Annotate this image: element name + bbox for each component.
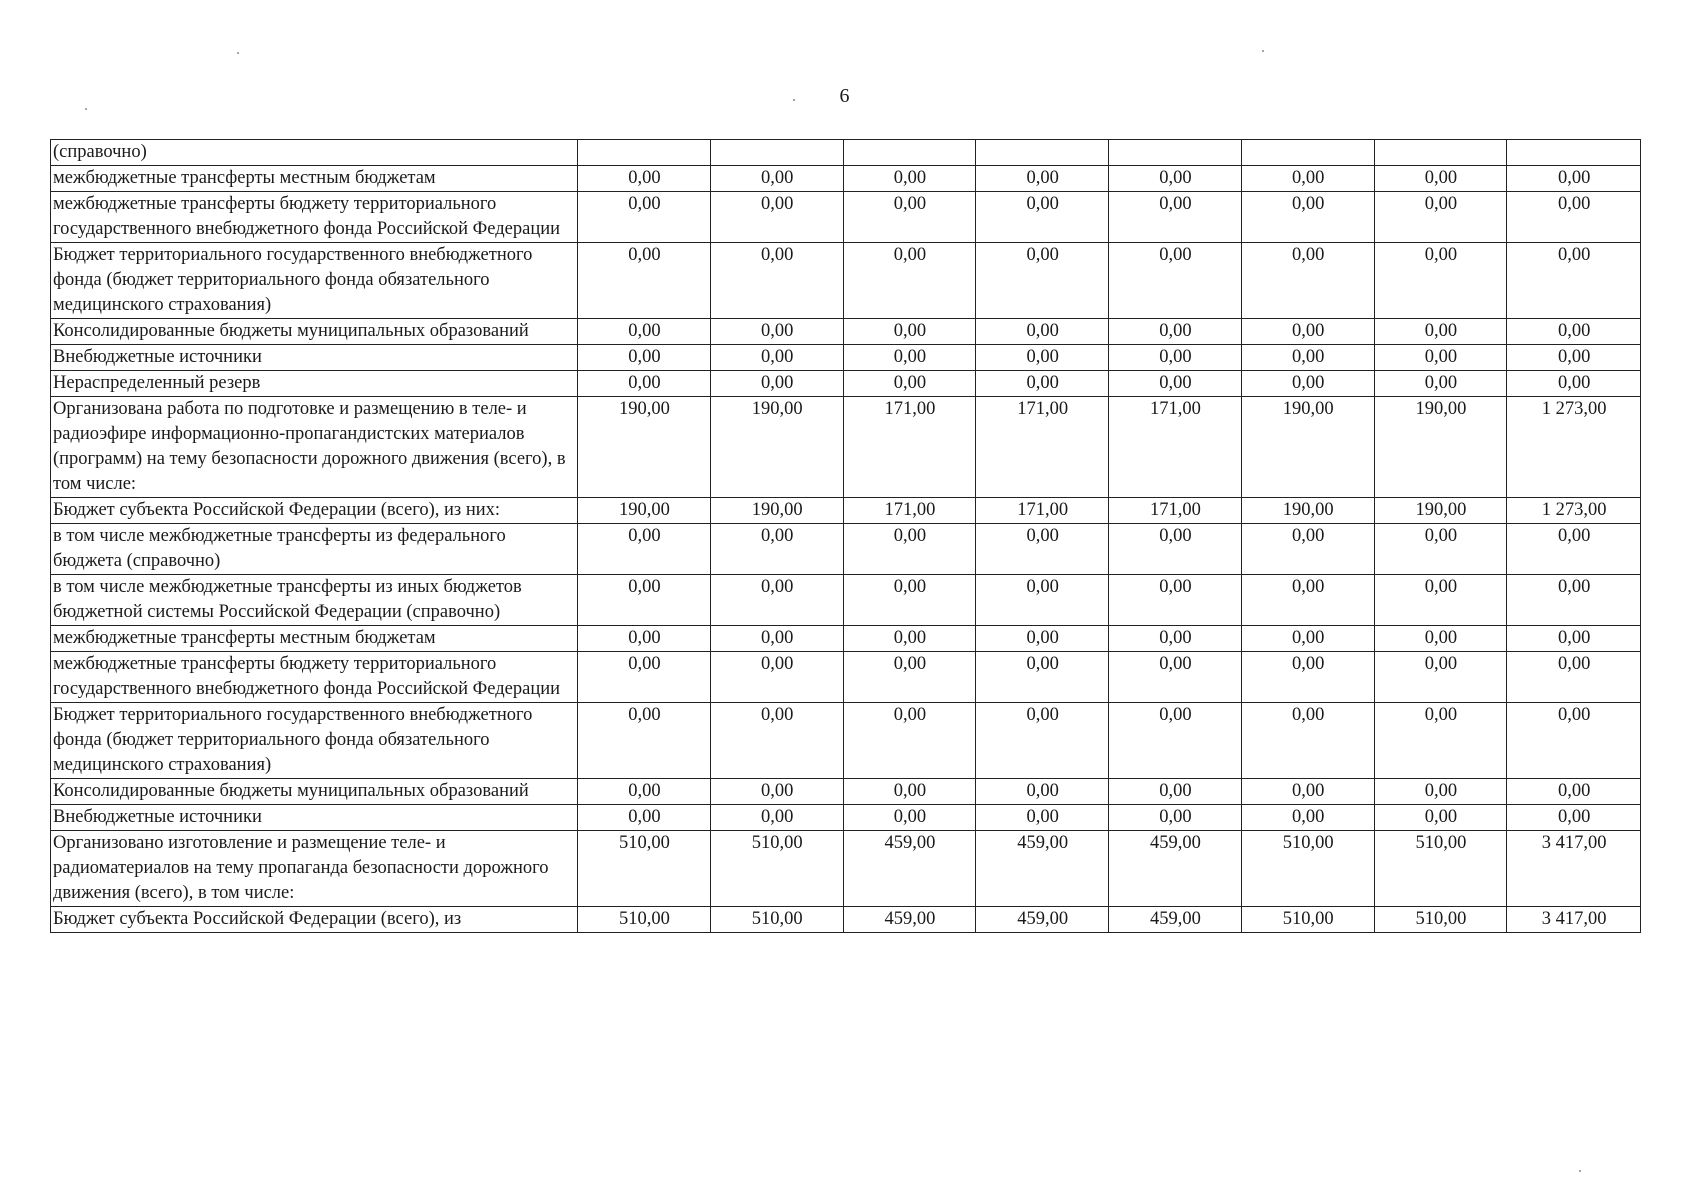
value-cell: 0,00	[1507, 371, 1641, 397]
value-cell: 0,00	[1374, 575, 1507, 626]
value-cell: 0,00	[1374, 345, 1507, 371]
value-cell	[843, 140, 976, 166]
value-cell: 0,00	[1241, 345, 1374, 371]
value-cell: 0,00	[578, 626, 711, 652]
value-cell: 0,00	[976, 243, 1109, 319]
value-cell: 190,00	[1241, 498, 1374, 524]
value-cell: 510,00	[1374, 831, 1507, 907]
table-row	[51, 652, 1641, 703]
value-cell: 0,00	[578, 243, 711, 319]
value-cell: 0,00	[1507, 779, 1641, 805]
value-cell: 0,00	[1241, 371, 1374, 397]
value-cell: 171,00	[1109, 498, 1242, 524]
row-label: межбюджетные трансферты бюджету территориального государственного внебюджетного фонда Российской Федерации	[51, 192, 578, 243]
value-cell: 171,00	[1109, 397, 1242, 498]
value-cell: 510,00	[1241, 831, 1374, 907]
row-label: межбюджетные трансферты местным бюджетам	[51, 166, 578, 192]
value-cell: 0,00	[843, 626, 976, 652]
value-cell: 510,00	[1374, 907, 1507, 933]
value-cell: 510,00	[578, 831, 711, 907]
value-cell: 0,00	[1507, 626, 1641, 652]
value-cell: 0,00	[1374, 192, 1507, 243]
value-cell: 0,00	[1374, 779, 1507, 805]
scan-speck	[793, 99, 795, 101]
value-cell: 0,00	[843, 575, 976, 626]
row-label: в том числе межбюджетные трансферты из иных бюджетов бюджетной системы Российской Федерации (справочно)	[51, 575, 578, 626]
value-cell: 0,00	[710, 192, 843, 243]
value-cell: 459,00	[976, 831, 1109, 907]
value-cell: 510,00	[578, 907, 711, 933]
value-cell: 0,00	[1241, 575, 1374, 626]
value-cell: 3 417,00	[1507, 907, 1641, 933]
table-row	[51, 243, 1641, 319]
value-cell: 0,00	[1109, 779, 1242, 805]
value-cell: 0,00	[1241, 166, 1374, 192]
value-cell: 0,00	[1374, 652, 1507, 703]
value-cell: 459,00	[1109, 831, 1242, 907]
row-label: межбюджетные трансферты местным бюджетам	[51, 626, 578, 652]
value-cell: 0,00	[843, 371, 976, 397]
value-cell: 0,00	[1507, 524, 1641, 575]
value-cell: 1 273,00	[1507, 498, 1641, 524]
value-cell: 510,00	[1241, 907, 1374, 933]
value-cell: 171,00	[843, 397, 976, 498]
value-cell: 190,00	[578, 397, 711, 498]
value-cell: 0,00	[976, 192, 1109, 243]
value-cell: 0,00	[1241, 779, 1374, 805]
row-label: Консолидированные бюджеты муниципальных образований	[51, 779, 578, 805]
value-cell: 0,00	[578, 371, 711, 397]
table-row	[51, 140, 1641, 166]
table-row	[51, 626, 1641, 652]
value-cell: 0,00	[843, 779, 976, 805]
page-number: 6	[839, 85, 850, 107]
row-label: Бюджет субъекта Российской Федерации (всего), из них:	[51, 498, 578, 524]
row-label: Организовано изготовление и размещение теле- и радиоматериалов на тему пропаганда безопасности дорожного движения (всего), в том числе:	[51, 831, 578, 907]
value-cell: 0,00	[1374, 243, 1507, 319]
value-cell: 0,00	[843, 345, 976, 371]
value-cell: 0,00	[1241, 652, 1374, 703]
value-cell: 0,00	[1241, 243, 1374, 319]
value-cell: 0,00	[578, 319, 711, 345]
table-row	[51, 319, 1641, 345]
value-cell: 0,00	[976, 345, 1109, 371]
value-cell: 459,00	[843, 907, 976, 933]
value-cell: 0,00	[1507, 575, 1641, 626]
row-label: Бюджет субъекта Российской Федерации (всего), из	[51, 907, 578, 933]
value-cell: 0,00	[1241, 319, 1374, 345]
value-cell: 0,00	[1109, 192, 1242, 243]
value-cell: 0,00	[843, 192, 976, 243]
value-cell: 0,00	[710, 652, 843, 703]
row-label: Бюджет территориального государственного внебюджетного фонда (бюджет территориального фонда обязательного медицинского страхования)	[51, 703, 578, 779]
value-cell: 510,00	[710, 831, 843, 907]
value-cell: 1 273,00	[1507, 397, 1641, 498]
value-cell: 459,00	[843, 831, 976, 907]
value-cell: 0,00	[976, 779, 1109, 805]
row-label: Нераспределенный резерв	[51, 371, 578, 397]
value-cell: 0,00	[1109, 626, 1242, 652]
scan-speck	[237, 52, 239, 54]
value-cell: 0,00	[1507, 345, 1641, 371]
table-row	[51, 397, 1641, 498]
value-cell: 0,00	[1109, 345, 1242, 371]
value-cell: 0,00	[976, 575, 1109, 626]
value-cell: 0,00	[1507, 703, 1641, 779]
budget-table	[50, 139, 1641, 933]
value-cell: 0,00	[710, 319, 843, 345]
value-cell: 0,00	[843, 703, 976, 779]
value-cell: 0,00	[976, 703, 1109, 779]
table-row	[51, 345, 1641, 371]
value-cell: 0,00	[843, 243, 976, 319]
row-label: Консолидированные бюджеты муниципальных образований	[51, 319, 578, 345]
value-cell: 0,00	[1374, 371, 1507, 397]
value-cell: 190,00	[578, 498, 711, 524]
value-cell: 3 417,00	[1507, 831, 1641, 907]
value-cell: 0,00	[578, 166, 711, 192]
value-cell: 190,00	[710, 397, 843, 498]
row-label: Внебюджетные источники	[51, 805, 578, 831]
value-cell: 0,00	[976, 524, 1109, 575]
value-cell: 0,00	[710, 371, 843, 397]
value-cell: 0,00	[976, 626, 1109, 652]
value-cell	[1109, 140, 1242, 166]
value-cell: 0,00	[1507, 652, 1641, 703]
value-cell: 0,00	[976, 652, 1109, 703]
table-row	[51, 575, 1641, 626]
value-cell	[1374, 140, 1507, 166]
value-cell: 0,00	[578, 779, 711, 805]
value-cell: 0,00	[1507, 805, 1641, 831]
table-row	[51, 524, 1641, 575]
scan-speck	[1262, 50, 1264, 52]
row-label: Внебюджетные источники	[51, 345, 578, 371]
value-cell: 0,00	[1109, 652, 1242, 703]
value-cell: 0,00	[976, 166, 1109, 192]
value-cell: 0,00	[1374, 703, 1507, 779]
value-cell: 0,00	[976, 805, 1109, 831]
table-row	[51, 779, 1641, 805]
value-cell: 0,00	[1374, 524, 1507, 575]
value-cell: 459,00	[976, 907, 1109, 933]
value-cell: 0,00	[710, 166, 843, 192]
value-cell: 190,00	[1241, 397, 1374, 498]
value-cell: 0,00	[1374, 805, 1507, 831]
value-cell: 0,00	[1241, 626, 1374, 652]
value-cell: 190,00	[710, 498, 843, 524]
value-cell: 0,00	[578, 345, 711, 371]
value-cell: 0,00	[843, 805, 976, 831]
value-cell: 0,00	[578, 192, 711, 243]
value-cell	[976, 140, 1109, 166]
row-label: Организована работа по подготовке и размещению в теле- и радиоэфире информационно-пропагандистских материалов (программ) на тему безопасности дорожного движения (всего), в том числе:	[51, 397, 578, 498]
value-cell: 0,00	[710, 703, 843, 779]
value-cell: 0,00	[843, 319, 976, 345]
value-cell: 0,00	[1241, 524, 1374, 575]
value-cell: 0,00	[843, 166, 976, 192]
value-cell: 171,00	[976, 397, 1109, 498]
table-row	[51, 498, 1641, 524]
value-cell	[578, 140, 711, 166]
value-cell: 0,00	[710, 243, 843, 319]
value-cell: 0,00	[1374, 166, 1507, 192]
value-cell: 0,00	[1507, 243, 1641, 319]
value-cell: 0,00	[1241, 192, 1374, 243]
value-cell: 0,00	[710, 626, 843, 652]
value-cell: 0,00	[976, 319, 1109, 345]
value-cell: 0,00	[578, 652, 711, 703]
table-row	[51, 831, 1641, 907]
value-cell: 0,00	[710, 779, 843, 805]
value-cell: 0,00	[1507, 166, 1641, 192]
value-cell: 0,00	[578, 524, 711, 575]
value-cell: 0,00	[1109, 575, 1242, 626]
scan-speck	[1579, 1170, 1581, 1172]
value-cell: 0,00	[1109, 371, 1242, 397]
value-cell: 171,00	[976, 498, 1109, 524]
value-cell: 0,00	[1109, 805, 1242, 831]
value-cell: 0,00	[1109, 703, 1242, 779]
value-cell: 0,00	[843, 524, 976, 575]
value-cell: 190,00	[1374, 397, 1507, 498]
value-cell	[1241, 140, 1374, 166]
value-cell: 0,00	[1241, 703, 1374, 779]
table-row	[51, 166, 1641, 192]
value-cell: 0,00	[1109, 166, 1242, 192]
value-cell: 0,00	[1507, 192, 1641, 243]
value-cell: 0,00	[710, 575, 843, 626]
table-row	[51, 805, 1641, 831]
value-cell: 0,00	[1374, 626, 1507, 652]
value-cell: 0,00	[578, 805, 711, 831]
value-cell: 510,00	[710, 907, 843, 933]
value-cell	[1507, 140, 1641, 166]
value-cell: 0,00	[1507, 319, 1641, 345]
value-cell: 0,00	[578, 575, 711, 626]
value-cell: 0,00	[578, 703, 711, 779]
table-row	[51, 371, 1641, 397]
value-cell	[710, 140, 843, 166]
table-row	[51, 907, 1641, 933]
row-label: в том числе межбюджетные трансферты из федерального бюджета (справочно)	[51, 524, 578, 575]
value-cell: 0,00	[843, 652, 976, 703]
scan-speck	[85, 108, 87, 110]
value-cell: 0,00	[710, 805, 843, 831]
value-cell: 0,00	[1241, 805, 1374, 831]
row-label: Бюджет территориального государственного внебюджетного фонда (бюджет территориального фонда обязательного медицинского страхования)	[51, 243, 578, 319]
value-cell: 0,00	[710, 345, 843, 371]
value-cell: 0,00	[1109, 319, 1242, 345]
table-row	[51, 703, 1641, 779]
value-cell: 459,00	[1109, 907, 1242, 933]
value-cell: 0,00	[1109, 243, 1242, 319]
budget-table-body	[51, 140, 1641, 933]
table-row	[51, 192, 1641, 243]
value-cell: 171,00	[843, 498, 976, 524]
value-cell: 0,00	[1109, 524, 1242, 575]
value-cell: 0,00	[710, 524, 843, 575]
row-label: (справочно)	[51, 140, 578, 166]
value-cell: 0,00	[976, 371, 1109, 397]
value-cell: 0,00	[1374, 319, 1507, 345]
value-cell: 190,00	[1374, 498, 1507, 524]
row-label: межбюджетные трансферты бюджету территориального государственного внебюджетного фонда Российской Федерации	[51, 652, 578, 703]
